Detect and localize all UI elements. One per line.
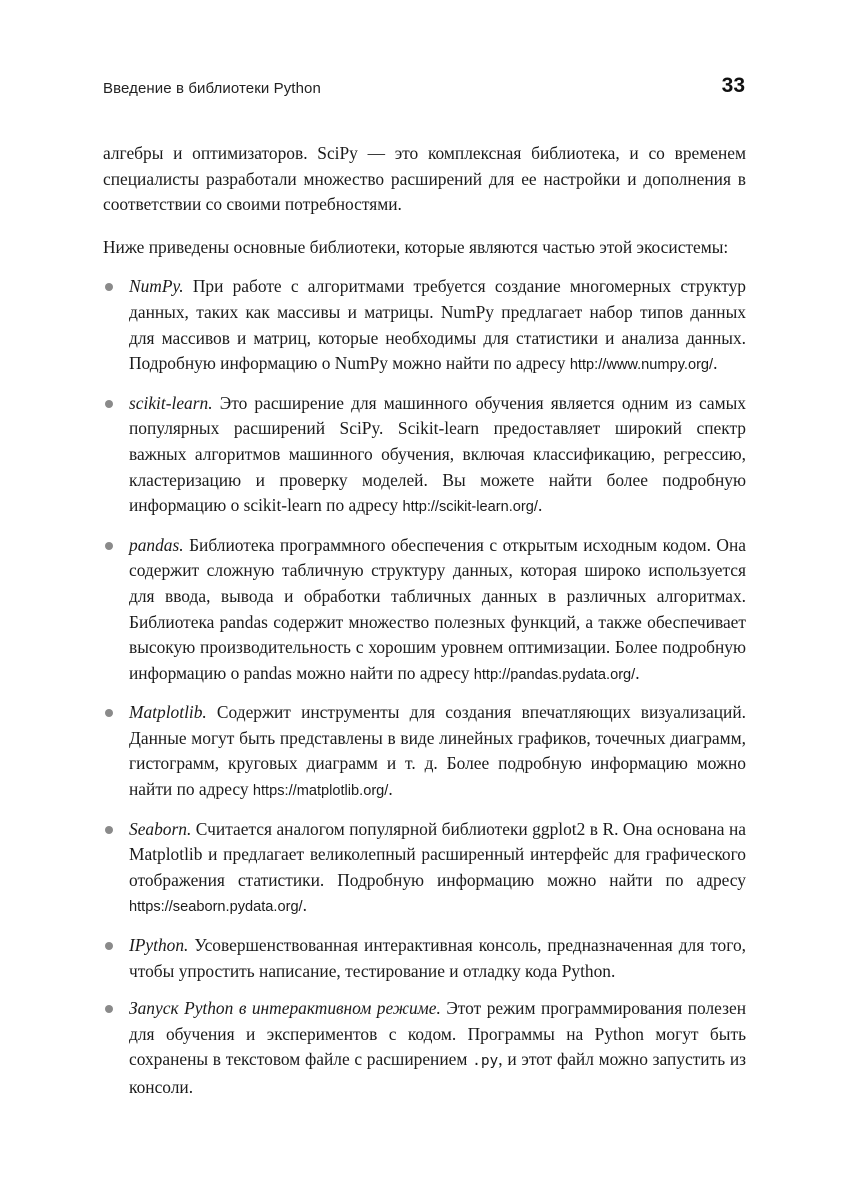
- list-item-term: pandas.: [129, 534, 184, 555]
- scikit-learn-link[interactable]: http://scikit-learn.org/: [402, 499, 538, 516]
- body-paragraph: Ниже приведены основные библиотеки, которые являются частью этой экосистемы:: [103, 236, 729, 257]
- running-title: Введение в библиотеки Python: [103, 80, 321, 97]
- list-item-text: Библиотека программного обеспечения с открытым исходным кодом. Она содержит сложную табличную структуру данных, которая широко используется для ввода, вывода и обработки табличных данных в различных алгоритмах. Библиотека pandas содержит множество полезных функций, а также обеспечивает высокую производительность с хорошим уровнем оптимизации. Более подробную информацию о pandas можно найти по адресу: [129, 534, 746, 683]
- list-item-term: Matplotlib.: [129, 702, 207, 723]
- list-item-tail: .: [537, 495, 543, 516]
- list-item-text: Этот режим программирования полезен для обучения и экспериментов с кодом. Программы на Python могут быть сохранены в текстовом файле с расширением: [129, 998, 746, 1070]
- list-item-term: NumPy.: [129, 276, 184, 297]
- list-item-pandas: [103, 533, 746, 689]
- body-paragraph: алгебры и оптимизаторов. SciPy — это комплексная библиотека, и со временем специалисты разработали множество расширений для ее настройки и дополнения в соответствии со своими потребностями.: [103, 143, 746, 215]
- list-item-scikit-learn: [103, 391, 746, 521]
- list-item-term: Запуск Python в интерактивном режиме.: [129, 998, 441, 1019]
- file-extension-code: .py: [472, 1053, 499, 1070]
- list-item-tail: .: [302, 895, 307, 916]
- list-item-text: Усовершенствованная интерактивная консоль, предназначенная для того, чтобы упростить написание, тестирование и отладку кода Python.: [129, 935, 746, 981]
- list-item-text: Считается аналогом популярной библиотеки ggplot2 в R. Она основана на Matplotlib и предлагает великолепный расширенный интерфейс для графического отображения статистики. Подробную информацию можно найти по адресу: [129, 818, 746, 890]
- list-item-tail: .: [388, 779, 393, 800]
- page-number: 33: [721, 74, 745, 97]
- list-item-term: IPython.: [129, 935, 189, 956]
- list-item-text: Содержит инструменты для создания впечатляющих визуализаций. Данные могут быть представлены в виде линейных графиков, точечных диаграмм, гистограмм, круговых диаграмм и т. д. Более подробную информацию можно найти по адресу: [129, 702, 746, 800]
- list-item-text: При работе с алгоритмами требуется создание многомерных структур данных, таких как массивы и матрицы. NumPy предлагает набор типов данных для массивов и матриц, которые необходимы для статистики и анализа данных. Подробную информацию о NumPy можно найти по адресу: [129, 276, 746, 374]
- list-item-tail: .: [635, 662, 640, 683]
- list-item-seaborn: [103, 817, 746, 921]
- pandas-link[interactable]: http://pandas.pydata.org/: [473, 666, 636, 683]
- list-item-text: Это расширение для машинного обучения является одним из самых популярных расширений SciPy. Scikit-learn предоставляет широкий спектр важных алгоритмов машинного обучения, включая классификацию, регрессию, кластеризацию и проверку моделей. Вы можете найти более подробную информацию о scikit-learn по адресу: [129, 392, 746, 516]
- list-item-ipython: [103, 933, 746, 984]
- list-item-term: scikit-learn.: [129, 392, 213, 413]
- seaborn-link[interactable]: https://seaborn.pydata.org/: [129, 899, 303, 916]
- list-item-tail: .: [713, 353, 718, 374]
- library-list: [103, 274, 746, 1100]
- matplotlib-link[interactable]: https://matplotlib.org/: [252, 783, 389, 800]
- page-body: [103, 141, 746, 1113]
- numpy-link[interactable]: http://www.numpy.org/: [569, 357, 714, 374]
- list-item-matplotlib: [103, 700, 746, 804]
- list-item-term: Seaborn.: [129, 818, 192, 839]
- list-item-tail: , и этот файл можно запустить из консоли.: [129, 1049, 746, 1097]
- list-item-numpy: [103, 274, 746, 378]
- list-item-interactive-mode: [103, 996, 746, 1100]
